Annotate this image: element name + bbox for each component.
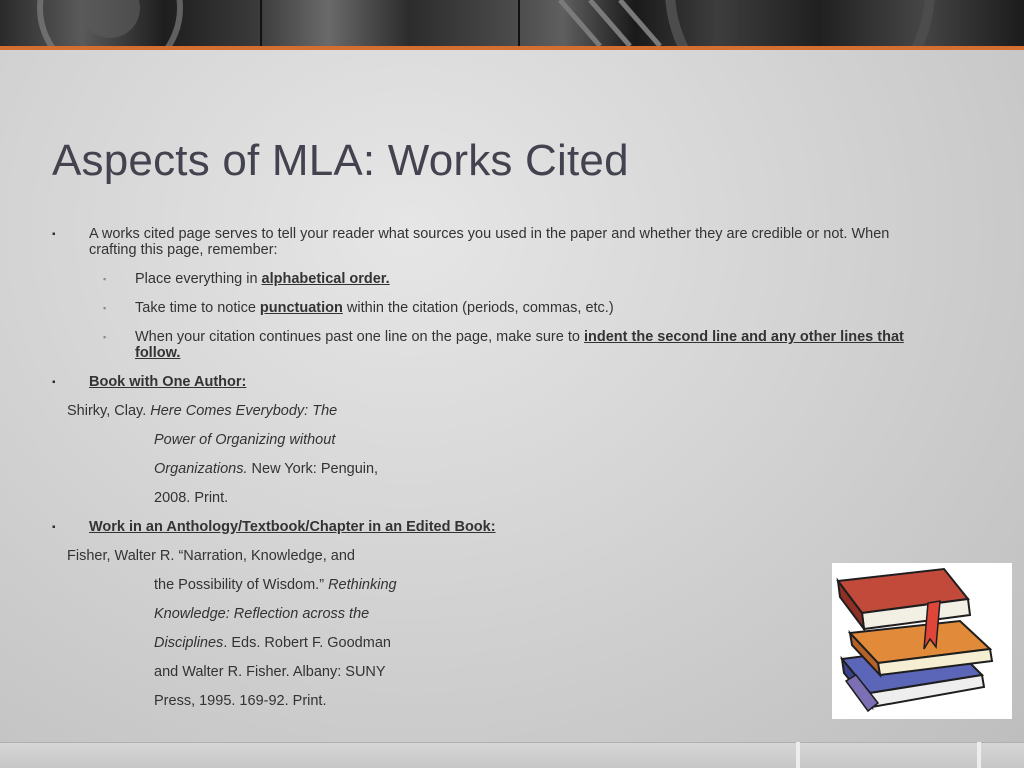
anthology-book-title-part-1: Rethinking xyxy=(328,577,397,593)
tip-alphabetical-emphasis: alphabetical order. xyxy=(261,271,390,287)
anthology-citation-line-4 xyxy=(154,635,391,652)
tip-alphabetical-text: Place everything in xyxy=(135,271,262,287)
book-title-part-1: Here Comes Everybody: The xyxy=(150,403,338,419)
book-title-part-3: Organizations. xyxy=(154,461,248,477)
footer-band xyxy=(0,742,1024,768)
header-banner xyxy=(0,0,1024,46)
sub-bullet-icon: ▪ xyxy=(103,332,107,342)
book-citation-line-2: Power of Organizing without xyxy=(154,432,336,448)
tip-indent-continued xyxy=(135,345,180,362)
anthology-example-heading: Work in an Anthology/Textbook/Chapter in an Edited Book: xyxy=(89,519,496,535)
anthology-citation-line-6: Press, 1995. 169-92. Print. xyxy=(154,693,327,709)
intro-text-line-1: A works cited page serves to tell your reader what sources you used in the paper and whether they are credible or not. When xyxy=(89,226,890,242)
tip-indent-emphasis-end: follow. xyxy=(135,345,181,361)
intro-text-line-2: crafting this page, remember: xyxy=(89,242,278,258)
sub-bullet-icon: ▪ xyxy=(103,274,107,284)
bullet-icon: ▪ xyxy=(52,377,56,388)
header-decor-icon xyxy=(0,0,1024,46)
book-citation-line-4: 2008. Print. xyxy=(154,490,229,506)
anthology-citation-line-2 xyxy=(154,577,397,594)
tip-punctuation-text: Take time to notice xyxy=(135,300,260,316)
sub-bullet-icon: ▪ xyxy=(103,303,107,313)
book-citation-line-1 xyxy=(67,403,337,420)
bullet-icon: ▪ xyxy=(52,522,56,533)
tip-indent-text: When your citation continues past one line on the page, make sure to xyxy=(135,329,584,345)
anthology-book-title-part-3: Disciplines xyxy=(154,635,224,651)
tip-alphabetical xyxy=(135,271,390,288)
tip-punctuation xyxy=(135,300,614,317)
tip-punctuation-emphasis: punctuation xyxy=(259,300,343,316)
anthology-chapter-title: the Possibility of Wisdom.” xyxy=(154,577,329,593)
slide-title: Aspects of MLA: Works Cited xyxy=(52,136,629,185)
accent-rule xyxy=(0,46,1024,50)
anthology-editors: . Eds. Robert F. Goodman xyxy=(223,635,391,651)
bullet-icon: ▪ xyxy=(52,229,56,240)
book-publisher: New York: Penguin, xyxy=(247,461,379,477)
footer-divider xyxy=(796,742,800,768)
tip-indent xyxy=(135,329,904,346)
stack-of-books-icon xyxy=(832,563,1012,719)
anthology-citation-line-5: and Walter R. Fisher. Albany: SUNY xyxy=(154,664,386,680)
book-citation-line-3 xyxy=(154,461,378,478)
books-clipart-image xyxy=(832,563,1012,719)
footer-divider xyxy=(977,742,981,768)
tip-indent-emphasis: indent the second line and any other lines that xyxy=(583,329,904,345)
book-example-heading: Book with One Author: xyxy=(89,374,247,390)
book-author: Shirky, Clay. xyxy=(67,403,151,419)
anthology-citation-line-3: Knowledge: Reflection across the xyxy=(154,606,370,622)
anthology-citation-line-1: Fisher, Walter R. “Narration, Knowledge, and xyxy=(67,548,355,564)
tip-punctuation-tail: within the citation (periods, commas, etc.) xyxy=(342,300,614,316)
